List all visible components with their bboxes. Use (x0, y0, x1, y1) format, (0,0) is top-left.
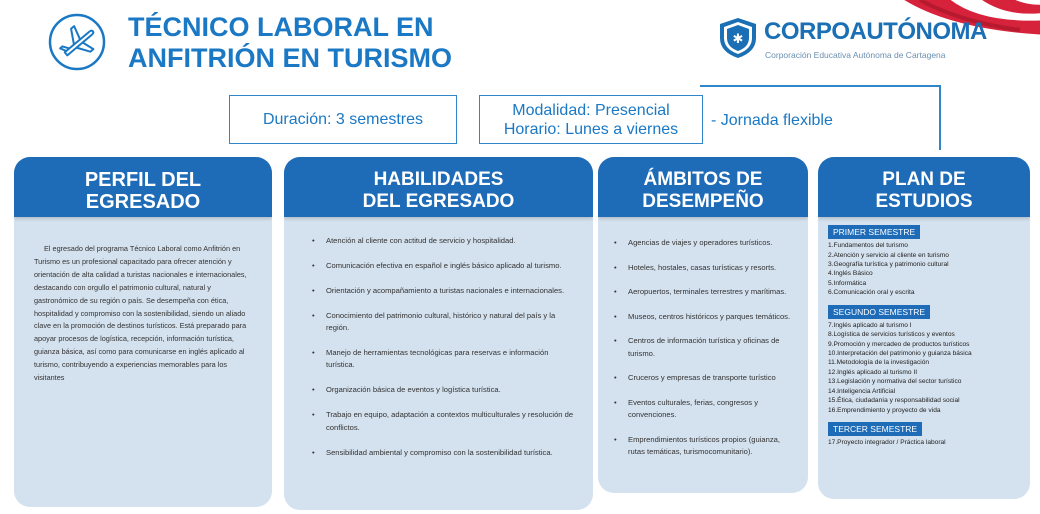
shield-icon (716, 16, 760, 60)
course-item: 6.Comunicación oral y escrita (828, 289, 915, 297)
course-item: 5.Informática (828, 279, 867, 287)
course-item: 11.Metodología de la investigación (828, 359, 930, 367)
airplane-icon (47, 12, 107, 72)
list-item: • Museos, centros históricos y parques temáticos. (612, 311, 794, 323)
habilidades-header (284, 157, 593, 217)
plan-header (818, 157, 1030, 217)
list-item: • Centros de información turística y oficinas de turismo. (612, 335, 794, 359)
ambitos-header (598, 157, 808, 217)
list-item: • Conocimiento del patrimonio cultural, histórico y natural del país y la región. (310, 310, 575, 334)
course-item: 15.Ética, ciudadanía y responsabilidad social (828, 397, 960, 405)
list-item: • Comunicación efectiva en español e inglés básico aplicado al turismo. (310, 260, 575, 272)
duration-box (229, 95, 457, 144)
course-item: 3.Geografía turística y patrimonio cultural (828, 261, 949, 269)
plan-title-1: PLAN DE (882, 169, 966, 190)
list-item: • Cruceros y empresas de transporte turístico (612, 372, 794, 384)
list-item: • Eventos culturales, ferias, congresos y convenciones. (612, 397, 794, 421)
title-line-2: ANFITRIÓN EN TURISMO (128, 43, 452, 73)
perfil-card (14, 157, 272, 507)
semester-heading: SEGUNDO SEMESTRE (828, 305, 930, 319)
course-item: 4.Inglés Básico (828, 270, 873, 278)
course-item: 12.Inglés aplicado al turismo II (828, 368, 918, 376)
perfil-header (14, 157, 272, 217)
list-item: • Emprendimientos turísticos propios (guianza, rutas temáticas, turismocomunitario). (612, 434, 794, 458)
course-item: 14.Inteligencia Artificial (828, 387, 896, 395)
semester-heading: PRIMER SEMESTRE (828, 225, 920, 239)
ambitos-title-2: DESEMPEÑO (642, 191, 764, 212)
ambitos-card (598, 157, 808, 493)
perfil-title-1: PERFIL DEL (84, 169, 202, 191)
plan-body (818, 217, 1030, 456)
ambitos-title-1: ÁMBITOS DE (643, 169, 763, 190)
list-item: • Organización básica de eventos y logística turística. (310, 384, 575, 396)
plan-card (818, 157, 1030, 499)
corpoautonoma-logo (716, 16, 987, 66)
course-item: 2.Atención y servicio al cliente en turismo (828, 251, 949, 259)
list-item: • Orientación y acompañamiento a turistas nacionales e internacionales. (310, 285, 575, 297)
perfil-text: El egresado del programa Técnico Laboral como Anfitrión en Turismo es un profesional capacitado para ofrecer atención y orientación de alta calidad a turistas nacionales e internacionales, destacando con orgullo el patrimonio cultural, natural y gastronómico de su región o país. Se desempeña con ética, hospitalidad y compromiso con la sostenibilidad, siendo un aliado clave en la promoción de destinos turísticos. Está preparado para apoyar procesos de logística, recepción, información turística, guianza básica, así como para comunicarse en inglés aplicado al turismo, contribuyendo a experiencias memorables para los visitantes (34, 244, 247, 383)
habilidades-card (284, 157, 593, 510)
logo-subtitle: Corporación Educativa Autónoma de Cartagena (765, 50, 946, 60)
ambitos-list (612, 237, 794, 458)
list-item: • Sensibilidad ambiental y compromiso con la sostenibilidad turística. (310, 447, 575, 459)
list-item: • Trabajo en equipo, adaptación a contextos multiculturales y resolución de conflictos. (310, 409, 575, 433)
jornada-text: - Jornada flexible (711, 112, 833, 129)
modality-box (479, 95, 703, 144)
course-item: 16.Emprendimiento y proyecto de vida (828, 406, 941, 414)
plan-title-2: ESTUDIOS (875, 191, 973, 212)
habilidades-title-1: HABILIDADES (373, 169, 504, 190)
list-item: • Hoteles, hostales, casas turísticas y resorts. (612, 262, 794, 274)
perfil-title-2: EGRESADO (85, 191, 201, 213)
svg-text:✱: ✱ (732, 32, 744, 47)
course-item: 7.Inglés aplicado al turismo I (828, 321, 912, 329)
course-item: 9.Promoción y mercadeo de productos turísticos (828, 340, 970, 348)
logo-name: CORPOAUTÓNOMA (764, 18, 987, 45)
schedule-text: Horario: Lunes a viernes (503, 120, 679, 138)
list-item: • Aeropuertos, terminales terrestres y marítimas. (612, 286, 794, 298)
duration-text: Duración: 3 semestres (262, 111, 424, 128)
semester-heading: TERCER SEMESTRE (828, 422, 922, 436)
list-item: • Manejo de herramientas tecnológicas para reservas e información turística. (310, 347, 575, 371)
course-item: 13.Legislación y normativa del sector turístico (828, 378, 962, 386)
course-item: 17.Proyecto integrador / Práctica laboral (828, 439, 946, 447)
list-item: • Agencias de viajes y operadores turísticos. (612, 237, 794, 249)
course-item: 8.Logística de servicios turísticos y eventos (828, 331, 955, 339)
modality-text: Modalidad: Presencial (512, 101, 670, 119)
page-title (128, 12, 452, 74)
title-line-1: TÉCNICO LABORAL EN (128, 12, 434, 42)
course-item: 1.Fundamentos del turismo (828, 242, 908, 250)
habilidades-list (310, 235, 575, 459)
list-item: • Atención al cliente con actitud de servicio y hospitalidad. (310, 235, 575, 247)
course-item: 10.Interpretación del patrimonio y guianza básica (828, 350, 972, 358)
habilidades-title-2: DEL EGRESADO (362, 191, 515, 212)
